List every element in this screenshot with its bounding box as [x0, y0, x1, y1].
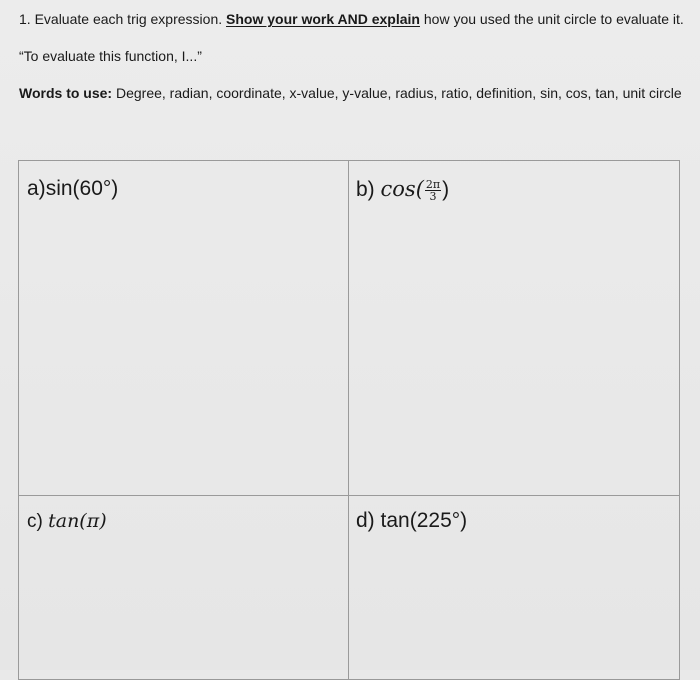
problem-c-expression: tan(π) — [48, 510, 107, 532]
problem-b-fraction — [425, 179, 441, 202]
sentence-starter: “To evaluate this function, I...” — [19, 48, 202, 64]
problem-c-letter: c) — [27, 511, 43, 532]
problem-d-label — [356, 508, 467, 534]
problem-a-expression: sin(60°) — [45, 177, 119, 200]
problem-a-label — [27, 176, 118, 202]
problem-d-expression: tan(225°) — [380, 509, 468, 532]
grid-divider-horizontal — [19, 495, 679, 496]
problem-c-label — [27, 508, 107, 535]
problem-b-close-paren: ) — [442, 178, 450, 201]
fraction-denominator: 3 — [429, 189, 437, 203]
fraction-numerator: 2π — [425, 177, 441, 191]
grid-divider-vertical — [348, 161, 349, 679]
problem-a-letter: a) — [27, 177, 46, 200]
prompt-text: 1. Evaluate each trig expression. — [19, 11, 227, 27]
word-bank — [19, 83, 684, 104]
word-bank-list: Degree, radian, coordinate, x-value, y-value, radius, ratio, definition, sin, cos, tan, unit circle — [112, 85, 682, 101]
question-prompt — [19, 9, 684, 30]
prompt-emphasis: Show your work AND explain — [226, 11, 420, 27]
problem-b-function: cos( — [380, 177, 424, 201]
instructions-block — [19, 9, 684, 104]
problem-d-letter: d) — [356, 509, 375, 532]
prompt-suffix: how you used the unit circle to evaluate it. — [419, 11, 684, 27]
answer-grid — [18, 160, 680, 680]
problem-b-label — [356, 176, 449, 203]
problem-b-letter: b) — [356, 178, 375, 201]
word-bank-label: Words to use: — [19, 85, 113, 101]
